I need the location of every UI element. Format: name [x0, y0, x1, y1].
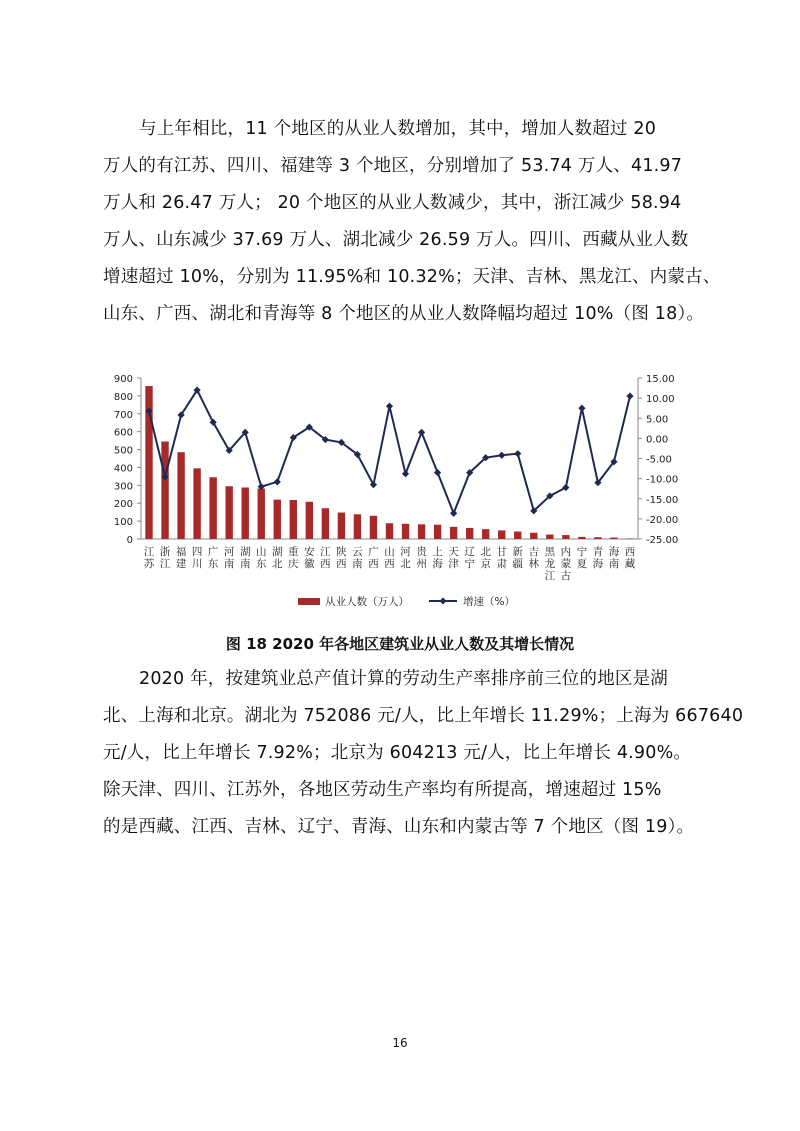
- bar: [161, 442, 168, 539]
- category-label: 湖: [239, 546, 251, 558]
- category-label: 黑: [544, 546, 556, 558]
- text-line: 除天津、四川、江苏外，各地区劳动生产率均有所提高，增速超过 15%: [103, 780, 662, 800]
- right-tick-label: -5.00: [646, 454, 672, 466]
- growth-point: [418, 429, 425, 436]
- category-label: 海: [432, 558, 443, 570]
- bar: [370, 516, 377, 539]
- category-label: 西: [384, 558, 395, 570]
- left-tick-label: 500: [113, 445, 133, 457]
- category-label: 浙: [159, 546, 171, 558]
- category-label: 龙: [544, 558, 556, 570]
- left-tick-label: 400: [113, 463, 133, 475]
- growth-point: [514, 450, 521, 457]
- bar: [466, 528, 473, 539]
- category-label: 四: [191, 546, 203, 558]
- category-label: 上: [432, 546, 443, 558]
- growth-point: [386, 403, 393, 410]
- growth-point: [370, 481, 377, 488]
- left-tick-label: 700: [113, 409, 133, 421]
- category-label: 东: [207, 558, 219, 570]
- bar: [209, 477, 216, 539]
- text-line: 北、上海和北京。湖北为 752086 元/人，比上年增长 11.29%；上海为 667640: [103, 706, 744, 726]
- bar: [225, 486, 232, 539]
- right-tick-label: -25.00: [646, 535, 679, 546]
- category-label: 南: [352, 558, 363, 570]
- category-label: 江: [544, 570, 556, 582]
- bar: [450, 527, 457, 539]
- category-label: 山: [255, 546, 267, 558]
- bar: [482, 529, 489, 539]
- category-label: 江: [143, 546, 155, 558]
- category-label: 宁: [464, 558, 475, 570]
- figure-caption: 图 18 2020 年各地区建筑业从业人数及其增长情况: [225, 635, 575, 653]
- bar: [546, 535, 553, 539]
- category-label: 西: [368, 558, 379, 570]
- category-label: 林: [528, 558, 540, 570]
- category-label: 州: [416, 558, 427, 570]
- category-label: 贵: [416, 546, 427, 558]
- category-label: 南: [608, 558, 620, 570]
- category-label: 江: [320, 546, 331, 558]
- bar: [193, 468, 200, 539]
- text-line: 的是西藏、江西、吉林、辽宁、青海、山东和内蒙古等 7 个地区（图 19）。: [103, 817, 695, 837]
- bar: [562, 535, 569, 539]
- bar: [498, 530, 505, 539]
- right-tick-label: 10.00: [646, 394, 675, 406]
- category-label: 北: [480, 546, 491, 558]
- left-tick-label: 600: [113, 427, 133, 439]
- category-label: 湖: [272, 546, 283, 558]
- bar: [322, 508, 329, 539]
- category-label: 疆: [512, 558, 524, 570]
- bar: [242, 487, 249, 539]
- right-tick-label: 5.00: [646, 414, 669, 426]
- category-label: 北: [272, 558, 283, 570]
- left-tick-label: 800: [113, 391, 133, 403]
- bar: [338, 513, 345, 539]
- category-label: 新: [512, 546, 524, 558]
- category-label: 河: [223, 546, 235, 558]
- category-label: 东: [255, 558, 267, 570]
- category-label: 山: [384, 546, 395, 558]
- legend-line-marker: [440, 598, 447, 605]
- employment-chart: [103, 370, 703, 620]
- left-tick-label: 300: [113, 481, 133, 493]
- category-label: 重: [288, 546, 299, 558]
- category-label: 陕: [336, 546, 347, 558]
- category-label: 辽: [464, 546, 475, 558]
- category-label: 广: [207, 546, 219, 558]
- category-label: 南: [223, 558, 235, 570]
- category-label: 海: [608, 546, 620, 558]
- growth-point: [434, 469, 441, 476]
- growth-point: [498, 452, 505, 459]
- category-label: 南: [239, 558, 251, 570]
- paragraph-labor-productivity: [103, 667, 744, 867]
- bar: [578, 537, 585, 539]
- category-label: 天: [448, 546, 459, 558]
- left-tick-label: 900: [113, 374, 133, 385]
- growth-point: [274, 478, 281, 485]
- right-tick-label: -20.00: [646, 514, 679, 526]
- bar: [177, 452, 184, 539]
- legend-bar-label: 从业人数（万人）: [325, 596, 409, 608]
- category-label: 福: [175, 546, 187, 558]
- text-line: 山东、广西、湖北和青海等 8 个地区的从业人数降幅均超过 10%（图 18）。: [103, 304, 705, 324]
- right-tick-label: -10.00: [646, 474, 679, 486]
- category-label: 苏: [143, 558, 155, 570]
- category-label: 津: [448, 558, 459, 570]
- bar: [434, 525, 441, 539]
- paragraph-employment-change: [103, 117, 721, 357]
- text-line: 增速超过 10%，分别为 11.95%和 10.32%；天津、吉林、黑龙江、内蒙古、: [103, 267, 721, 287]
- category-label: 夏: [576, 558, 588, 570]
- category-label: 藏: [624, 558, 636, 570]
- text-line: 万人、山东减少 37.69 万人、湖北减少 26.59 万人。四川、西藏从业人数: [103, 230, 689, 250]
- bar: [530, 533, 537, 539]
- category-label: 西: [336, 558, 347, 570]
- text-line: 元/人，比上年增长 7.92%；北京为 604213 元/人，比上年增长 4.90%。: [103, 743, 692, 763]
- bar: [354, 514, 361, 539]
- growth-point: [626, 393, 633, 400]
- category-label: 川: [191, 558, 203, 570]
- category-label: 庆: [288, 558, 299, 570]
- category-label: 北: [400, 558, 411, 570]
- category-label: 西: [320, 558, 331, 570]
- growth-point: [562, 484, 569, 491]
- bar: [386, 523, 393, 539]
- category-label: 江: [159, 558, 171, 570]
- category-label: 甘: [496, 546, 507, 558]
- category-label: 云: [352, 546, 363, 558]
- left-tick-label: 100: [113, 517, 133, 529]
- category-label: 古: [560, 570, 572, 582]
- bar: [258, 489, 265, 539]
- category-label: 海: [592, 558, 604, 570]
- bar: [306, 502, 313, 539]
- page-number: 16: [392, 1036, 408, 1050]
- category-label: 安: [304, 546, 315, 558]
- bar: [626, 538, 633, 539]
- right-tick-label: 0.00: [646, 434, 669, 446]
- category-label: 建: [175, 558, 187, 570]
- category-label: 广: [368, 546, 379, 558]
- bar: [290, 500, 297, 539]
- category-label: 蒙: [560, 558, 572, 570]
- right-tick-label: -15.00: [646, 494, 679, 506]
- bar: [418, 524, 425, 539]
- category-label: 西: [624, 546, 636, 558]
- legend-line-label: 增速（%）: [463, 596, 515, 608]
- category-label: 宁: [576, 546, 588, 558]
- category-label: 河: [400, 546, 411, 558]
- growth-point: [402, 470, 409, 477]
- category-label: 徽: [304, 558, 315, 570]
- bar: [274, 500, 281, 539]
- category-label: 京: [480, 558, 491, 570]
- growth-point: [450, 510, 457, 517]
- text-line: 与上年相比，11 个地区的从业人数增加，其中，增加人数超过 20: [139, 119, 657, 139]
- text-line: 万人的有江苏、四川、福建等 3 个地区，分别增加了 53.74 万人、41.97: [103, 156, 683, 176]
- bar: [610, 538, 617, 539]
- category-label: 肃: [496, 558, 507, 570]
- left-tick-label: 200: [113, 499, 133, 511]
- left-tick-label: 0: [126, 535, 133, 546]
- bar: [594, 537, 601, 539]
- text-line: 2020 年，按建筑业总产值计算的劳动生产率排序前三位的地区是湖: [139, 669, 668, 689]
- category-label: 青: [592, 546, 604, 558]
- right-tick-label: 15.00: [646, 374, 675, 385]
- legend-bar-swatch: [298, 598, 320, 605]
- growth-point: [578, 405, 585, 412]
- bar: [514, 531, 521, 539]
- text-line: 万人和 26.47 万人； 20 个地区的从业人数减少，其中，浙江减少 58.94: [103, 193, 682, 213]
- bar: [402, 524, 409, 539]
- category-label: 吉: [528, 546, 540, 558]
- category-label: 内: [560, 546, 572, 558]
